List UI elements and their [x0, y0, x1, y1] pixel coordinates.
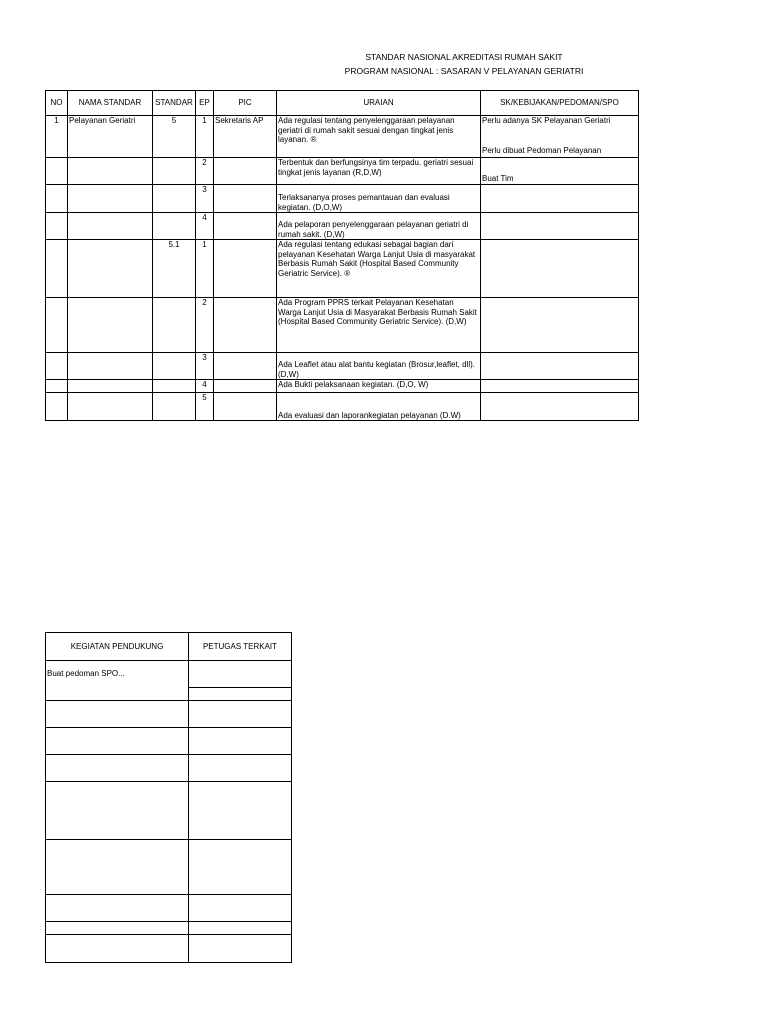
cell-sk [481, 298, 639, 353]
table-header-row [46, 91, 639, 116]
cell-petugas [189, 922, 292, 935]
cell-sk [481, 393, 639, 421]
cell-petugas [189, 782, 292, 840]
cell-kegiatan [46, 701, 189, 728]
cell-standar [153, 158, 196, 185]
column-header-no: NO [46, 91, 68, 116]
table-row [46, 782, 292, 840]
cell-uraian: Terbentuk dan berfungsinya tim terpadu. geriatri sesuai tingkat jenis layanan (R,D,W) [277, 158, 481, 185]
table-row [46, 840, 292, 895]
table-row [46, 922, 292, 935]
cell-ep: 2 [196, 158, 214, 185]
column-header-ep: EP [196, 91, 214, 116]
cell-sk [481, 116, 639, 158]
cell-petugas [189, 701, 292, 728]
cell-nama-standar [68, 240, 153, 298]
cell-ep: 5 [196, 393, 214, 421]
cell-ep: 1 [196, 240, 214, 298]
cell-kegiatan [46, 755, 189, 782]
cell-pic [214, 393, 277, 421]
table-row [46, 353, 639, 380]
table-row [46, 393, 639, 421]
cell-no [46, 298, 68, 353]
document-title: STANDAR NASIONAL AKREDITASI RUMAH SAKIT [365, 52, 563, 62]
cell-no [46, 158, 68, 185]
cell-uraian: Ada Bukti pelaksanaan kegiatan. (D,O, W) [277, 380, 481, 393]
cell-uraian: Terlaksananya proses pemantauan dan evaluasi kegiatan. (D,O,W) [277, 185, 481, 213]
cell-no [46, 393, 68, 421]
cell-sk [481, 185, 639, 213]
cell-no [46, 353, 68, 380]
cell-no: 1 [46, 116, 68, 158]
cell-pic [214, 158, 277, 185]
cell-no [46, 185, 68, 213]
cell-kegiatan [46, 895, 189, 922]
table-row [46, 728, 292, 755]
cell-kegiatan [46, 922, 189, 935]
cell-sk [481, 158, 639, 185]
column-header-standar: STANDAR [153, 91, 196, 116]
table-row [46, 240, 639, 298]
table-row [46, 755, 292, 782]
cell-uraian: Ada pelaporan penyelenggaraan pelayanan geriatri di rumah sakit. (D,W) [277, 213, 481, 240]
cell-sk [481, 353, 639, 380]
column-header-uraian: URAIAN [277, 91, 481, 116]
document-subtitle: PROGRAM NASIONAL : SASARAN V PELAYANAN GERIATRI [344, 66, 584, 76]
cell-no [46, 240, 68, 298]
cell-petugas [189, 840, 292, 895]
cell-kegiatan: Buat pedoman SPO... [46, 661, 189, 701]
cell-nama-standar [68, 213, 153, 240]
table-row [46, 701, 292, 728]
cell-standar [153, 353, 196, 380]
cell-ep: 4 [196, 213, 214, 240]
cell-petugas [189, 688, 292, 701]
column-header-petugas-terkait: PETUGAS TERKAIT [189, 633, 292, 661]
table-row [46, 661, 292, 688]
cell-uraian: Ada Leaflet atau alat bantu kegiatan (Brosur,leaflet, dll). (D,W) [277, 353, 481, 380]
cell-petugas [189, 935, 292, 963]
sk-note-tim: Buat Tim [482, 174, 514, 183]
cell-kegiatan [46, 782, 189, 840]
cell-no [46, 213, 68, 240]
cell-kegiatan [46, 728, 189, 755]
cell-nama-standar [68, 393, 153, 421]
cell-sk [481, 380, 639, 393]
cell-standar: 5.1 [153, 240, 196, 298]
sk-note-pedoman: Perlu dibuat Pedoman Pelayanan [482, 146, 602, 155]
sk-note: Perlu adanya SK Pelayanan Geriatri [482, 116, 611, 125]
cell-uraian: Ada Program PPRS terkait Pelayanan Kesehatan Warga Lanjut Usia di Masyarakat Berbasis Rumah Sakit (Hospital Based Community Geriatric Service). (D,W) [277, 298, 481, 353]
table-row [46, 380, 639, 393]
cell-no [46, 380, 68, 393]
cell-pic [214, 298, 277, 353]
column-header-pic: PIC [214, 91, 277, 116]
cell-uraian: Ada regulasi tentang penyelenggaraan pelayanan geriatri di rumah sakit sesuai dengan tingkat jenis layanan. ® [277, 116, 481, 158]
table-row [46, 935, 292, 963]
cell-pic [214, 240, 277, 298]
table-row [46, 298, 639, 353]
cell-kegiatan [46, 840, 189, 895]
cell-nama-standar [68, 158, 153, 185]
table-row [46, 185, 639, 213]
cell-pic [214, 353, 277, 380]
cell-uraian: Ada regulasi tentang edukasi sebagai bagian dari pelayanan Kesehatan Warga Lanjut Usia di masyarakat Berbasis Rumah Sakit (Hospital Based Community Geriatric Service). ® [277, 240, 481, 298]
cell-nama-standar [68, 185, 153, 213]
cell-nama-standar [68, 353, 153, 380]
cell-uraian: Ada evaluasi dan laporankegiatan pelayanan (D.W) [277, 393, 481, 421]
cell-petugas [189, 895, 292, 922]
table-header-row [46, 633, 292, 661]
cell-kegiatan [46, 935, 189, 963]
cell-pic: Sekretaris AP [214, 116, 277, 158]
cell-sk [481, 213, 639, 240]
cell-pic [214, 185, 277, 213]
cell-standar [153, 213, 196, 240]
cell-ep: 2 [196, 298, 214, 353]
cell-standar [153, 393, 196, 421]
cell-nama-standar: Pelayanan Geriatri [68, 116, 153, 158]
supporting-activities-table [45, 632, 292, 963]
cell-ep: 3 [196, 353, 214, 380]
cell-sk [481, 240, 639, 298]
table-row [46, 895, 292, 922]
cell-petugas [189, 755, 292, 782]
cell-ep: 1 [196, 116, 214, 158]
cell-petugas [189, 661, 292, 688]
cell-standar [153, 380, 196, 393]
cell-nama-standar [68, 298, 153, 353]
table-row [46, 158, 639, 185]
cell-pic [214, 213, 277, 240]
table-row [46, 213, 639, 240]
column-header-kegiatan-pendukung: KEGIATAN PENDUKUNG [46, 633, 189, 661]
main-standards-table [45, 90, 639, 421]
cell-standar [153, 298, 196, 353]
cell-petugas [189, 728, 292, 755]
cell-standar [153, 185, 196, 213]
cell-ep: 4 [196, 380, 214, 393]
cell-nama-standar [68, 380, 153, 393]
cell-standar: 5 [153, 116, 196, 158]
cell-pic [214, 380, 277, 393]
table-row [46, 116, 639, 158]
cell-ep: 3 [196, 185, 214, 213]
column-header-nama-standar: NAMA STANDAR [68, 91, 153, 116]
column-header-sk: SK/KEBIJAKAN/PEDOMAN/SPO [481, 91, 639, 116]
